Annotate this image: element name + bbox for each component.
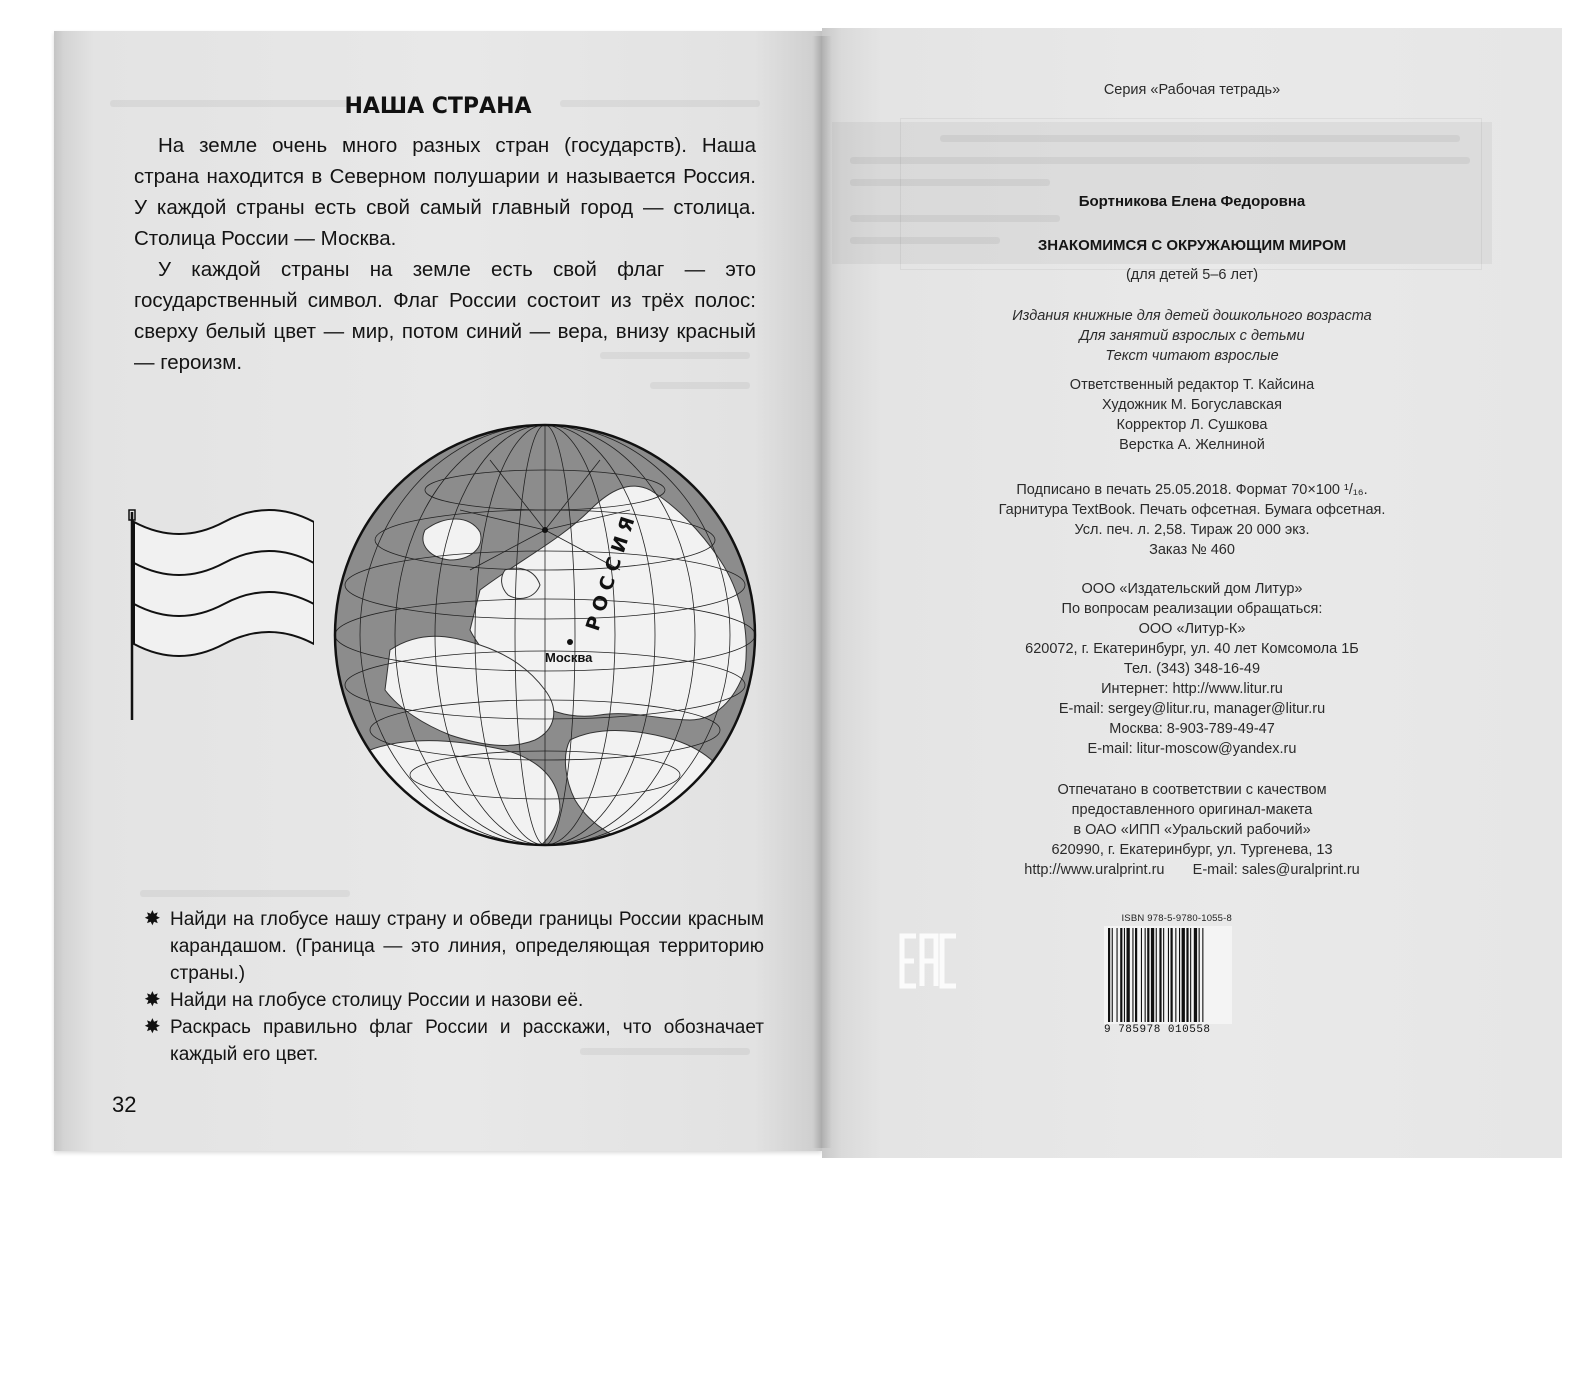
printer-line: предоставленного оригинал-макета: [1071, 802, 1313, 818]
barcode-bar: [1120, 928, 1122, 1022]
barcode-bar: [1186, 928, 1188, 1022]
page-number: 32: [112, 1092, 137, 1117]
asterisk-icon: ✸: [144, 908, 161, 930]
publisher-line: ООО «Литур-К»: [1138, 621, 1246, 637]
barcode-bar: [1135, 928, 1137, 1022]
printer-line: в ОАО «ИПП «Уральский рабочий»: [1073, 822, 1311, 838]
publisher-line: ООО «Издательский дом Литур»: [1081, 581, 1303, 597]
show-through-text: [850, 179, 1050, 186]
book-title: ЗНАКОМИМСЯ С ОКРУЖАЮЩИМ МИРОМ: [1037, 237, 1347, 254]
barcode-bar: [1147, 928, 1149, 1022]
globe-label-russia: РОССИЯ: [581, 508, 642, 634]
barcode-bar: [1141, 928, 1142, 1022]
barcode-bar: [1159, 928, 1161, 1022]
barcode-digits: 9 785978 010558: [1104, 1024, 1211, 1036]
printer-line: 620990, г. Екатеринбург, ул. Тургенева, 13: [1051, 842, 1333, 858]
page-title: НАША СТРАНА: [344, 94, 532, 119]
globe-label-moscow: Москва: [545, 650, 593, 665]
printer-line: http://www.uralprint.ru E-mail: sales@uralprint.ru: [1024, 862, 1360, 878]
barcode-bar: [1175, 928, 1176, 1022]
north-pole-marker: [542, 527, 548, 533]
barcode-bar: [1179, 928, 1180, 1022]
land-greenland: [423, 519, 481, 560]
publisher-line: По вопросам реализации обращаться:: [1061, 601, 1323, 617]
print-info-line: Подписано в печать 25.05.2018. Формат 70×100 ¹/₁₆.: [1016, 482, 1368, 498]
task-item: [144, 1014, 764, 1068]
author-name: Бортникова Елена Федоровна: [1078, 193, 1306, 210]
barcode-bar: [1171, 928, 1173, 1022]
asterisk-icon: ✸: [144, 989, 161, 1011]
publisher-line: E-mail: sergey@litur.ru, manager@litur.ru: [1058, 701, 1326, 717]
credit-line: Художник М. Богуславская: [1102, 397, 1282, 413]
genre-line: Текст читают взрослые: [1105, 348, 1279, 364]
show-through-text: [940, 135, 1460, 142]
credit-line: Корректор Л. Сушкова: [1116, 417, 1268, 433]
intro-text: [134, 130, 756, 378]
show-through-text: [850, 157, 1470, 164]
show-through-text: [650, 382, 750, 389]
publisher-line: Москва: 8-903-789-49-47: [1109, 721, 1275, 737]
genre-line: Издания книжные для детей дошкольного возраста: [1012, 308, 1372, 324]
publisher-line: E-mail: litur-moscow@yandex.ru: [1087, 741, 1297, 757]
barcode-bar: [1156, 928, 1157, 1022]
credit-line: Ответственный редактор Т. Кайсина: [1069, 377, 1315, 393]
series-title: Серия «Рабочая тетрадь»: [1103, 82, 1281, 98]
barcode-bar: [1199, 928, 1200, 1022]
barcode-bar: [1124, 928, 1125, 1022]
barcode-bar: [1190, 928, 1191, 1022]
barcode-bar: [1163, 928, 1164, 1022]
publisher-line: Интернет: http://www.litur.ru: [1101, 681, 1283, 697]
flag-cloth: [134, 510, 314, 656]
task-text: Найди на глобусе нашу страну и обведи границы России красным карандашом. (Граница — это линия, определяющая территорию страны.): [170, 909, 764, 984]
barcode-bar: [1202, 928, 1203, 1022]
barcode-bar: [1151, 928, 1154, 1022]
task-item: [144, 987, 764, 1014]
barcode-block: [1104, 913, 1232, 1036]
printer-line: Отпечатано в соответствии с качеством: [1057, 782, 1327, 798]
eac-mark: [898, 930, 960, 992]
russian-flag-outline: [124, 508, 314, 724]
task-item: [144, 906, 764, 987]
asterisk-icon: ✸: [144, 1016, 161, 1038]
barcode: [1104, 926, 1232, 1024]
paragraph-flag: У каждой страны на земле есть свой флаг — это государственный символ. Флаг России состоит из трёх полос: сверху белый цвет — мир, потом синий — вера, внизу красный — героизм.: [134, 258, 756, 374]
print-info-line: Заказ № 460: [1149, 542, 1235, 558]
task-text: Раскрась правильно флаг России и расскажи, что обозначает каждый его цвет.: [170, 1017, 764, 1065]
barcode-bar: [1194, 928, 1197, 1022]
barcode-bar: [1112, 928, 1113, 1022]
globe-illustration: [330, 420, 760, 850]
moscow-marker: [567, 639, 573, 645]
credit-line: Верстка А. Желниной: [1119, 437, 1265, 453]
barcode-bar: [1127, 928, 1130, 1022]
task-text: Найди на глобусе столицу России и назови её.: [170, 990, 584, 1011]
genre-line: Для занятий взрослых с детьми: [1079, 328, 1305, 344]
isbn-label: ISBN 978-5-9780-1055-8: [1121, 913, 1232, 924]
barcode-bar: [1145, 928, 1146, 1022]
barcode-bar: [1117, 928, 1118, 1022]
barcode-bar: [1182, 928, 1185, 1022]
paragraph-country: На земле очень много разных стран (государств). Наша страна находится в Северном полушарии и называется Россия. У каждой страны есть свой самый главный город — столица. Столица России — Москва.: [134, 134, 756, 250]
show-through-text: [140, 890, 350, 897]
show-through-text: [850, 215, 1060, 222]
print-info-line: Гарнитура TextBook. Печать офсетная. Бумага офсетная.: [998, 502, 1386, 518]
publisher-line: 620072, г. Екатеринбург, ул. 40 лет Комсомола 1Б: [1025, 641, 1359, 657]
age-range: (для детей 5–6 лет): [1125, 267, 1259, 283]
eac-mark-label: EAC: [898, 930, 900, 931]
barcode-bar: [1108, 928, 1110, 1022]
barcode-bar: [1132, 928, 1133, 1022]
print-info-line: Усл. печ. л. 2,58. Тираж 20 000 экз.: [1074, 522, 1310, 538]
barcode-bar: [1168, 928, 1169, 1022]
publisher-line: Тел. (343) 348-16-49: [1123, 661, 1261, 677]
task-list: [144, 906, 764, 1068]
